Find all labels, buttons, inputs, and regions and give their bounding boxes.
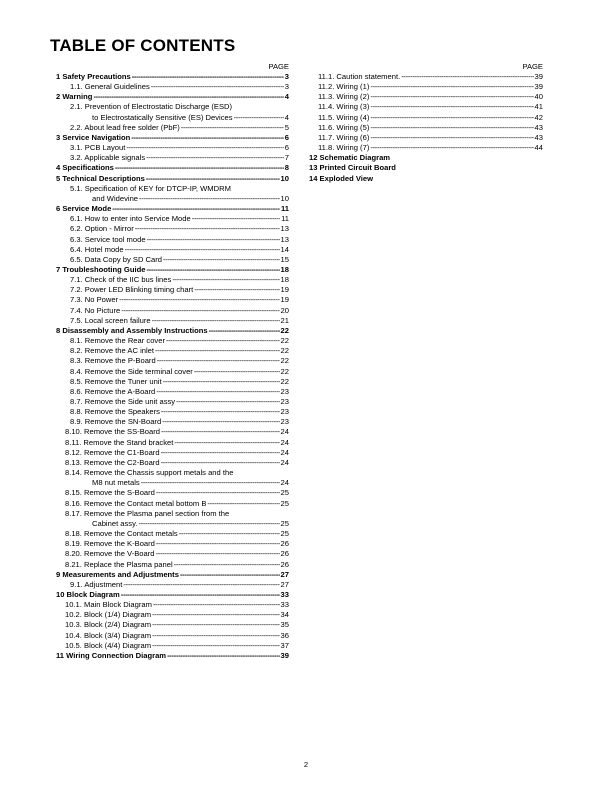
toc-entry-page-number: 4 — [284, 92, 289, 102]
toc-entry-title: 11.6. Wiring (5) — [318, 122, 370, 132]
toc-entry[interactable] — [56, 641, 289, 651]
toc-entry[interactable] — [56, 367, 289, 377]
toc-entry[interactable] — [309, 113, 543, 123]
toc-entry-title: 8.11. Remove the Stand bracket — [65, 437, 174, 447]
dot-leader — [146, 174, 280, 184]
toc-entry-title: 10.4. Block (3/4) Diagram — [65, 630, 152, 640]
dot-leader — [156, 549, 280, 559]
dot-leader — [131, 133, 283, 143]
dot-leader — [152, 610, 279, 620]
toc-entry-page-number: 23 — [280, 397, 289, 406]
toc-entry[interactable] — [56, 620, 289, 630]
toc-entry-page-number: 39 — [280, 650, 289, 660]
toc-entry-title: 8.19. Remove the K-Board — [65, 539, 155, 549]
dot-leader — [370, 102, 533, 112]
dot-leader — [370, 113, 533, 123]
toc-entry-title: 6 Service Mode — [56, 204, 112, 214]
toc-entry-title: 2.1. Prevention of Electrostatic Discharge (ESD) — [70, 102, 233, 112]
toc-entry[interactable] — [56, 102, 289, 112]
toc-entry[interactable] — [56, 407, 289, 417]
toc-entry-page-number: 25 — [280, 518, 289, 528]
dot-leader — [180, 570, 280, 580]
toc-entry-page-number: 40 — [534, 92, 543, 102]
toc-entry-page-number: 3 — [284, 72, 289, 81]
toc-entry-title: 5 Technical Descriptions — [56, 173, 145, 183]
toc-entry-title: 10.3. Block (2/4) Diagram — [65, 620, 152, 630]
toc-entry[interactable] — [56, 245, 289, 255]
dot-leader — [209, 326, 280, 336]
dot-leader — [194, 285, 279, 295]
toc-entry-title: 7.3. No Power — [70, 295, 119, 305]
toc-entry[interactable] — [56, 194, 289, 204]
toc-entry[interactable] — [56, 204, 289, 214]
toc-entry-title: 11.3. Wiring (2) — [318, 92, 370, 102]
toc-entry[interactable] — [56, 174, 289, 184]
dot-leader — [146, 153, 284, 163]
dot-leader — [370, 123, 533, 133]
toc-entry-title: 11.2. Wiring (1) — [318, 82, 370, 92]
dot-leader — [176, 397, 279, 407]
toc-entry[interactable] — [56, 113, 289, 123]
toc-entry-page-number: 15 — [280, 254, 289, 264]
toc-entry-page-number: 24 — [280, 447, 289, 457]
toc-entry-page-number: 13 — [280, 234, 289, 244]
toc-entry[interactable] — [56, 438, 289, 448]
toc-entry-page-number: 18 — [280, 264, 289, 274]
toc-entry-page-number: 34 — [280, 610, 289, 620]
toc-entry[interactable] — [56, 82, 289, 92]
toc-entry-page-number: 26 — [280, 559, 289, 569]
dot-leader — [151, 82, 284, 92]
toc-entry-page-number: 10 — [280, 173, 289, 183]
toc-entry[interactable] — [56, 478, 289, 488]
toc-entry[interactable] — [56, 499, 289, 509]
toc-entry-page-number: 8 — [284, 163, 289, 173]
toc-entry-page-number: 11 — [281, 214, 289, 224]
toc-entry[interactable] — [56, 255, 289, 265]
toc-entry-title: 2.2. About lead free solder (PbF) — [70, 122, 180, 132]
dot-leader — [163, 377, 280, 387]
toc-entry-page-number: 23 — [280, 386, 289, 396]
toc-entry-title: 11.1. Caution statement. — [318, 72, 401, 81]
toc-list-right — [309, 72, 543, 184]
toc-entry-page-number: 10 — [280, 193, 289, 203]
toc-entry[interactable] — [309, 102, 543, 112]
dot-leader — [174, 438, 279, 448]
toc-entry-title: 11.4. Wiring (3) — [318, 102, 370, 112]
toc-entry[interactable] — [56, 468, 289, 478]
page-title: TABLE OF CONTENTS — [50, 36, 236, 55]
toc-entry[interactable] — [56, 235, 289, 245]
dot-leader — [370, 143, 533, 153]
toc-entry[interactable] — [56, 610, 289, 620]
toc-entry-page-number: 42 — [534, 112, 543, 122]
toc-entry-page-number: 25 — [280, 498, 289, 508]
toc-entry[interactable] — [56, 458, 289, 468]
toc-entry-title: 3 Service Navigation — [56, 132, 131, 142]
toc-entry[interactable] — [309, 82, 543, 92]
toc-entry-page-number: 21 — [280, 315, 289, 325]
toc-entry-page-number: 27 — [280, 569, 289, 579]
toc-entry-page-number: 4 — [284, 112, 289, 122]
toc-entry-page-number: 14 — [280, 244, 289, 254]
dot-leader — [141, 478, 280, 488]
toc-entry-title: 8.4. Remove the Side terminal cover — [70, 366, 193, 376]
toc-column-left — [56, 61, 289, 661]
toc-entry-title: 8.17. Remove the Plasma panel section from the — [65, 508, 230, 518]
toc-entry[interactable] — [56, 417, 289, 427]
toc-entry-page-number: 22 — [280, 325, 289, 335]
toc-entry[interactable] — [56, 427, 289, 437]
toc-entry[interactable] — [56, 509, 289, 519]
toc-entry-page-number: 6 — [284, 143, 289, 153]
toc-entry[interactable] — [56, 387, 289, 397]
toc-entry-title: 6.4. Hotel mode — [70, 244, 124, 254]
toc-entry-title: 6.1. How to enter into Service Mode — [70, 214, 191, 224]
toc-entry-page-number: 35 — [280, 620, 289, 630]
toc-entry[interactable] — [309, 133, 543, 143]
toc-entry[interactable] — [56, 163, 289, 173]
toc-entry[interactable] — [56, 356, 289, 366]
toc-entry-title: 7.5. Local screen failure — [70, 315, 151, 325]
toc-entry-page-number: 5 — [284, 122, 289, 132]
toc-entry[interactable] — [56, 377, 289, 387]
toc-entry-page-number: 3 — [284, 82, 289, 92]
dot-leader — [93, 92, 283, 102]
toc-entry-page-number: 22 — [280, 346, 289, 356]
toc-entry[interactable] — [56, 631, 289, 641]
toc-entry[interactable] — [309, 163, 543, 173]
toc-entry-title: 6.3. Service tool mode — [70, 234, 146, 244]
toc-entry-page-number: 23 — [280, 417, 289, 427]
toc-entry[interactable] — [56, 529, 289, 539]
toc-entry[interactable] — [56, 590, 289, 600]
toc-entry-page-number: 22 — [280, 366, 289, 376]
dot-leader — [174, 560, 280, 570]
page-column-header: PAGE — [522, 62, 543, 71]
dot-leader — [162, 417, 279, 427]
toc-entry-page-number: 41 — [534, 102, 543, 112]
toc-entry-title: 8.3. Remove the P-Board — [70, 356, 156, 366]
toc-entry[interactable] — [56, 306, 289, 316]
toc-entry[interactable] — [56, 214, 289, 224]
toc-entry-page-number: 25 — [280, 529, 289, 539]
dot-leader — [156, 387, 279, 397]
toc-entry-title: 7 Troubleshooting Guide — [56, 264, 146, 274]
dot-leader — [192, 214, 280, 224]
toc-entry[interactable] — [56, 153, 289, 163]
toc-entry[interactable] — [56, 123, 289, 133]
toc-entry-page-number: 7 — [284, 153, 289, 163]
toc-entry[interactable] — [56, 316, 289, 326]
toc-entry[interactable] — [56, 448, 289, 458]
toc-entry-title: 1.1. General Guidelines — [70, 82, 150, 92]
toc-entry-title: 4 Specifications — [56, 163, 114, 173]
dot-leader — [115, 163, 284, 173]
dot-leader — [194, 367, 280, 377]
toc-entry-title: 7.4. No Picture — [70, 305, 121, 315]
toc-entry[interactable] — [56, 560, 289, 570]
dot-leader — [179, 529, 280, 539]
page-column-header: PAGE — [268, 62, 289, 71]
dot-leader — [135, 224, 280, 234]
toc-entry-title: 8.7. Remove the Side unit assy — [70, 397, 176, 406]
toc-entry-title: 8.18. Remove the Contact metals — [65, 529, 178, 539]
toc-entry-title: 11.5. Wiring (4) — [318, 112, 370, 122]
toc-entry[interactable] — [56, 184, 289, 194]
toc-entry[interactable] — [56, 580, 289, 590]
toc-entry-title: 5.1. Specification of KEY for DTCP-IP, WMDRM — [70, 183, 231, 193]
toc-entry[interactable] — [56, 539, 289, 549]
toc-entry-title: 12 Schematic Diagram — [309, 153, 391, 163]
toc-entry-title: 8.6. Remove the A-Board — [70, 386, 156, 396]
toc-entry-title: 7.2. Power LED Blinking timing chart — [70, 285, 194, 295]
toc-entry-title: and Widevine — [92, 193, 139, 203]
toc-entry[interactable] — [56, 285, 289, 295]
toc-entry[interactable] — [56, 549, 289, 559]
dot-leader — [161, 407, 280, 417]
toc-entry-page-number: 13 — [280, 224, 289, 234]
toc-entry-page-number: 27 — [280, 579, 289, 589]
toc-entry-page-number: 33 — [280, 600, 289, 610]
toc-entry-title: 2 Warning — [56, 92, 93, 102]
toc-entry-title: 8 Disassembly and Assembly Instructions — [56, 325, 208, 335]
toc-entry[interactable] — [309, 123, 543, 133]
toc-entry-page-number: 19 — [280, 295, 289, 305]
toc-entry[interactable] — [56, 336, 289, 346]
dot-leader — [161, 458, 280, 468]
toc-column-right — [309, 61, 543, 184]
toc-entry[interactable] — [56, 224, 289, 234]
toc-entry-title: 9.1. Adjustment — [70, 579, 123, 589]
dot-leader — [146, 265, 279, 275]
toc-entry-title: 8.20. Remove the V-Board — [65, 549, 155, 559]
toc-entry-page-number: 19 — [280, 285, 289, 295]
toc-entry[interactable] — [56, 397, 289, 407]
toc-entry-page-number: 23 — [280, 407, 289, 417]
toc-entry-page-number: 24 — [280, 427, 289, 437]
toc-entry-page-number: 43 — [534, 132, 543, 142]
dot-leader — [152, 631, 279, 641]
dot-leader — [123, 580, 279, 590]
toc-entry-page-number: 37 — [280, 640, 289, 650]
dot-leader — [161, 427, 280, 437]
toc-entry-page-number: 25 — [280, 488, 289, 498]
toc-entry-page-number: 39 — [534, 72, 543, 81]
toc-entry-page-number: 24 — [280, 437, 289, 447]
toc-entry-title: 11 Wiring Connection Diagram — [56, 650, 167, 660]
toc-entry-title: 8.12. Remove the C1-Board — [65, 447, 160, 457]
toc-entry[interactable] — [56, 133, 289, 143]
toc-entry-title: 8.8. Remove the Speakers — [70, 407, 160, 417]
toc-entry-title: 3.1. PCB Layout — [70, 143, 126, 153]
dot-leader — [121, 590, 280, 600]
toc-entry-title: 6.5. Data Copy by SD Card — [70, 254, 163, 264]
dot-leader — [163, 255, 280, 265]
toc-entry-title: 3.2. Applicable signals — [70, 153, 146, 163]
toc-entry-title: 10.5. Block (4/4) Diagram — [65, 640, 152, 650]
toc-entry[interactable] — [309, 92, 543, 102]
toc-entry-page-number: 24 — [280, 478, 289, 488]
dot-leader — [370, 92, 533, 102]
dot-leader — [121, 306, 279, 316]
dot-leader — [167, 651, 279, 661]
toc-entry-page-number: 39 — [534, 82, 543, 92]
toc-entry-title: 13 Printed Circuit Board — [309, 163, 396, 173]
toc-entry-page-number: 24 — [280, 457, 289, 467]
dot-leader — [156, 539, 280, 549]
toc-entry[interactable] — [56, 570, 289, 580]
toc-entry-title: 8.5. Remove the Tuner unit — [70, 376, 162, 386]
toc-entry-title: 11.7. Wiring (6) — [318, 132, 370, 142]
toc-entry-page-number: 18 — [280, 275, 289, 285]
dot-leader — [401, 72, 533, 82]
toc-entry-title: 8.14. Remove the Chassis support metals and the — [65, 468, 234, 478]
toc-entry-page-number: 22 — [280, 336, 289, 346]
toc-entry-page-number: 44 — [534, 143, 543, 153]
dot-leader — [125, 245, 280, 255]
toc-entry-title: 1 Safety Precautions — [56, 72, 131, 81]
dot-leader — [370, 133, 533, 143]
dot-leader — [161, 448, 280, 458]
toc-entry[interactable] — [56, 519, 289, 529]
toc-entry[interactable] — [56, 92, 289, 102]
dot-leader — [152, 620, 279, 630]
toc-entry[interactable] — [56, 488, 289, 498]
toc-entry[interactable] — [56, 275, 289, 285]
dot-leader — [152, 316, 280, 326]
dot-leader — [166, 336, 280, 346]
toc-entry[interactable] — [56, 346, 289, 356]
toc-entry-title: 9 Measurements and Adjustments — [56, 569, 179, 579]
toc-entry-title: 11.8. Wiring (7) — [318, 143, 370, 153]
dot-leader — [112, 204, 280, 214]
toc-entry-title: 8.1. Remove the Rear cover — [70, 336, 165, 346]
toc-entry-title: M8 nut metals — [92, 478, 140, 488]
toc-entry-title: 8.15. Remove the S-Board — [65, 488, 155, 498]
toc-entry-title: 10.2. Block (1/4) Diagram — [65, 610, 152, 620]
toc-entry-title: Cabinet assy. — [92, 518, 138, 528]
toc-entry-page-number: 36 — [280, 630, 289, 640]
toc-entry-title: 8.10. Remove the SS-Board — [65, 427, 160, 437]
dot-leader — [156, 488, 280, 498]
toc-entry-page-number: 20 — [280, 305, 289, 315]
toc-entry-title: 10.1. Main Block Diagram — [65, 600, 152, 610]
toc-entry[interactable] — [56, 326, 289, 336]
toc-entry-page-number: 22 — [280, 376, 289, 386]
dot-leader — [207, 499, 279, 509]
toc-entry-page-number: 11 — [280, 204, 289, 214]
dot-leader — [155, 346, 280, 356]
toc-entry[interactable] — [309, 174, 543, 184]
toc-entry-title: 8.13. Remove the C2-Board — [65, 457, 160, 467]
dot-leader — [172, 275, 279, 285]
dot-leader — [126, 143, 283, 153]
dot-leader — [138, 519, 279, 529]
toc-entry[interactable] — [309, 153, 543, 163]
dot-leader — [181, 123, 284, 133]
dot-leader — [153, 600, 280, 610]
dot-leader — [147, 235, 280, 245]
toc-entry-title: 6.2. Option - Mirror — [70, 224, 134, 234]
dot-leader — [234, 113, 284, 123]
toc-entry-title: 8.21. Replace the Plasma panel — [65, 559, 173, 569]
toc-entry[interactable] — [309, 143, 543, 153]
dot-leader — [139, 194, 280, 204]
toc-entry-title: 8.16. Remove the Contact metal bottom B — [65, 498, 207, 508]
toc-entry-title: to Electrostatically Sensitive (ES) Devices — [92, 112, 233, 122]
toc-entry-title: 14 Exploded View — [309, 173, 374, 183]
toc-entry-page-number: 33 — [280, 589, 289, 599]
toc-entry[interactable] — [56, 600, 289, 610]
toc-list-left — [56, 72, 289, 661]
toc-entry-page-number: 43 — [534, 122, 543, 132]
footer-page-number: 2 — [303, 760, 309, 769]
toc-entry-title: 8.9. Remove the SN-Board — [70, 417, 162, 427]
toc-entry-page-number: 22 — [280, 356, 289, 366]
toc-entry[interactable] — [56, 72, 289, 82]
toc-entry[interactable] — [309, 72, 543, 82]
dot-leader — [157, 356, 280, 366]
toc-entry[interactable] — [56, 265, 289, 275]
toc-entry-page-number: 26 — [280, 539, 289, 549]
toc-entry-title: 8.2. Remove the AC inlet — [70, 346, 154, 356]
toc-entry-title: 10 Block Diagram — [56, 589, 120, 599]
dot-leader — [152, 641, 279, 651]
dot-leader — [119, 295, 279, 305]
toc-entry-title: 7.1. Check of the IIC bus lines — [70, 275, 172, 285]
toc-entry-page-number: 26 — [280, 549, 289, 559]
dot-leader — [132, 72, 284, 82]
toc-entry[interactable] — [56, 295, 289, 305]
toc-entry[interactable] — [56, 651, 289, 661]
toc-entry-page-number: 6 — [284, 132, 289, 142]
dot-leader — [370, 82, 533, 92]
toc-entry[interactable] — [56, 143, 289, 153]
